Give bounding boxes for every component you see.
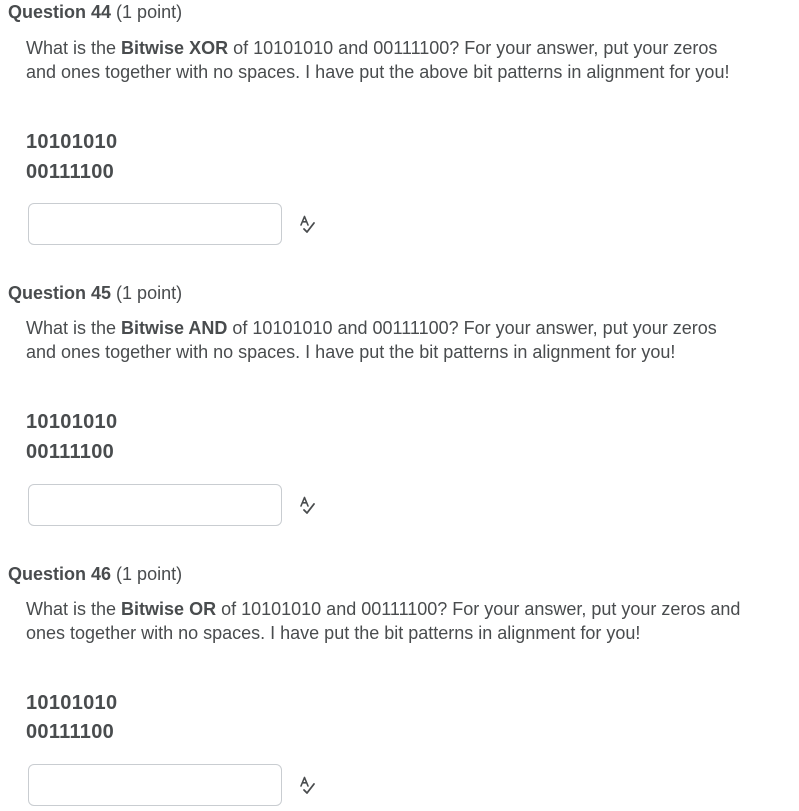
answer-input[interactable] bbox=[28, 203, 282, 245]
answer-input[interactable] bbox=[28, 764, 282, 806]
spellcheck-icon[interactable] bbox=[297, 775, 317, 795]
bit-pattern-b: 00111100 bbox=[26, 721, 115, 743]
bit-pattern-b: 00111100 bbox=[26, 161, 115, 183]
question-prompt bbox=[26, 317, 746, 364]
question-title: Question 44 bbox=[8, 2, 112, 22]
prompt-operation: Bitwise AND bbox=[121, 318, 228, 338]
bit-pattern-a: 10101010 bbox=[26, 131, 118, 153]
prompt-text-after: of 10101010 and 00111100? For your answer, put your zeros and ones together with no spaces. I have put the bit patterns in alignment for you! bbox=[26, 599, 741, 643]
bit-pattern-a: 10101010 bbox=[26, 692, 118, 714]
question-points: (1 point) bbox=[116, 2, 183, 22]
question-title: Question 46 bbox=[8, 564, 112, 584]
prompt-text-after: of 10101010 and 00111100? For your answer, put your zeros and ones together with no spaces. I have put the bit patterns in alignment for you! bbox=[26, 318, 717, 362]
prompt-text-before: What is the bbox=[26, 38, 122, 58]
prompt-operation: Bitwise OR bbox=[121, 599, 217, 619]
question-header bbox=[8, 562, 182, 586]
question-prompt bbox=[26, 37, 746, 84]
question-points: (1 point) bbox=[116, 564, 183, 584]
question-header bbox=[8, 281, 182, 305]
answer-input[interactable] bbox=[28, 484, 282, 526]
question-header bbox=[8, 0, 182, 24]
bit-pattern-a: 10101010 bbox=[26, 411, 118, 433]
spellcheck-icon[interactable] bbox=[297, 495, 317, 515]
prompt-text-after: of 10101010 and 00111100? For your answer, put your zeros and ones together with no spaces. I have put the above bit patterns in alignment for you! bbox=[26, 38, 730, 82]
question-title: Question 45 bbox=[8, 283, 112, 303]
prompt-text-before: What is the bbox=[26, 318, 122, 338]
prompt-operation: Bitwise XOR bbox=[121, 38, 229, 58]
question-prompt bbox=[26, 598, 746, 645]
prompt-text-before: What is the bbox=[26, 599, 122, 619]
question-points: (1 point) bbox=[116, 283, 183, 303]
spellcheck-icon[interactable] bbox=[297, 214, 317, 234]
bit-pattern-b: 00111100 bbox=[26, 441, 115, 463]
